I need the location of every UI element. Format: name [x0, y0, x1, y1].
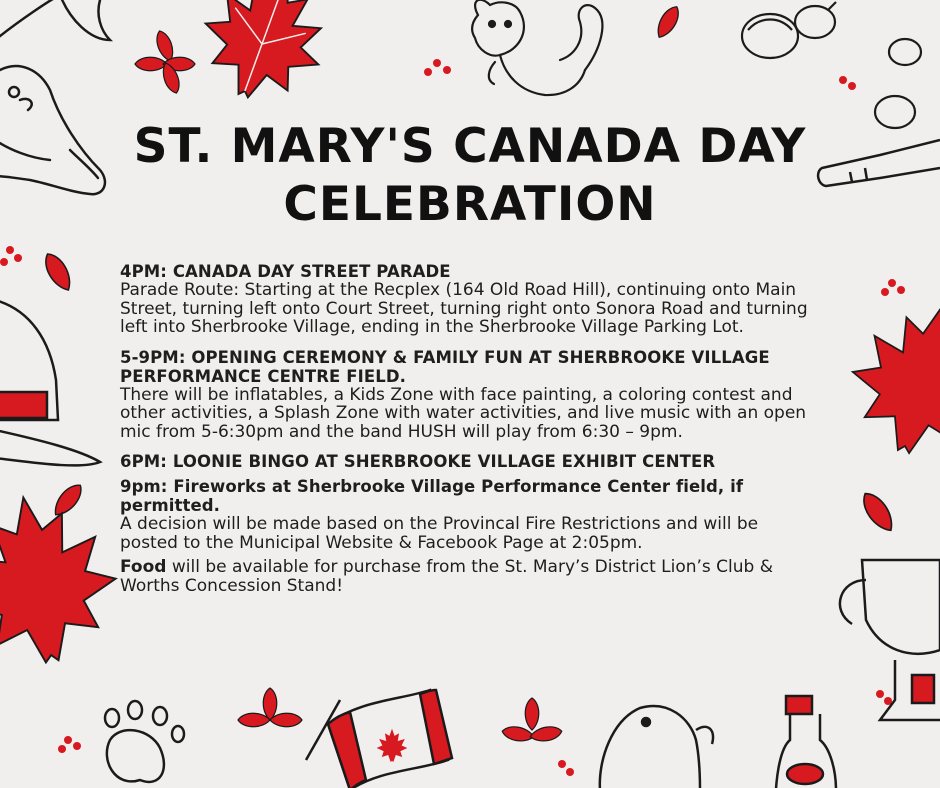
food-label: Food: [120, 557, 167, 577]
event-item: [120, 262, 810, 337]
event-item: [120, 477, 810, 552]
event-item: [120, 452, 810, 471]
event-description: A decision will be made based on the Provincal Fire Restrictions and will be posted to the Municipal Website & Facebook Page at 2:05pm.: [120, 514, 759, 553]
title-line-2: CELEBRATION: [283, 177, 657, 232]
event-schedule: [120, 262, 810, 595]
maple-leaf-sprig-icon: [501, 698, 563, 743]
paw-print-icon: [105, 701, 184, 782]
event-item: [120, 348, 810, 442]
event-description: Parade Route: Starting at the Recplex (164 Old Road Hill), continuing onto Main Street, turning left onto Court Street, turning right onto Sonora Road and turning left into Sherbrooke Village, ending in the Sherbrooke Village Parking Lot.: [120, 280, 808, 337]
event-heading: 4PM: CANADA DAY STREET PARADE: [120, 262, 451, 281]
squirrel-illustration: [472, 0, 602, 95]
maple-leaf-sprig-icon: [135, 29, 195, 96]
canada-flag-icon: [306, 690, 452, 788]
leaf-icon: [653, 3, 683, 41]
leaf-icon: [40, 250, 76, 295]
event-heading: 5-9PM: OPENING CEREMONY & FAMILY FUN AT SHERBROOKE VILLAGE PERFORMANCE CENTRE FIELD.: [120, 347, 770, 386]
event-heading: 6PM: LOONIE BINGO AT SHERBROOKE VILLAGE EXHIBIT CENTER: [120, 452, 716, 471]
maple-syrup-bottle-icon: [776, 696, 836, 788]
maple-leaf-sprig-icon: [238, 688, 302, 727]
event-description: There will be inflatables, a Kids Zone with face painting, a coloring contest and other activities, a Splash Zone with water activities, and live music with an open mic from 5-6:30pm and the band HUSH will play from 6:30 – 9pm.: [120, 384, 807, 442]
trophy-icon: [840, 560, 940, 720]
acorn-icon: [742, 2, 921, 128]
event-heading: 9pm: Fireworks at Sherbrooke Village Performance Center field, if permitted.: [120, 477, 744, 515]
title-line-1: ST. MARY'S CANADA DAY: [133, 119, 807, 174]
beaver-illustration: [600, 706, 713, 788]
maple-leaf-icon: [187, 0, 344, 116]
leaf-icon: [49, 480, 86, 520]
food-note: [120, 558, 810, 595]
food-text: will be available for purchase from the St. Mary’s District Lion’s Club & Worths Concession Stand!: [120, 557, 773, 596]
page-title: [120, 118, 820, 234]
moose-illustration: [0, 0, 110, 194]
mountie-hat-illustration: [0, 300, 100, 465]
maple-leaf-icon: [836, 288, 940, 470]
leaf-icon: [857, 488, 898, 536]
hockey-stick-icon: [818, 140, 940, 186]
